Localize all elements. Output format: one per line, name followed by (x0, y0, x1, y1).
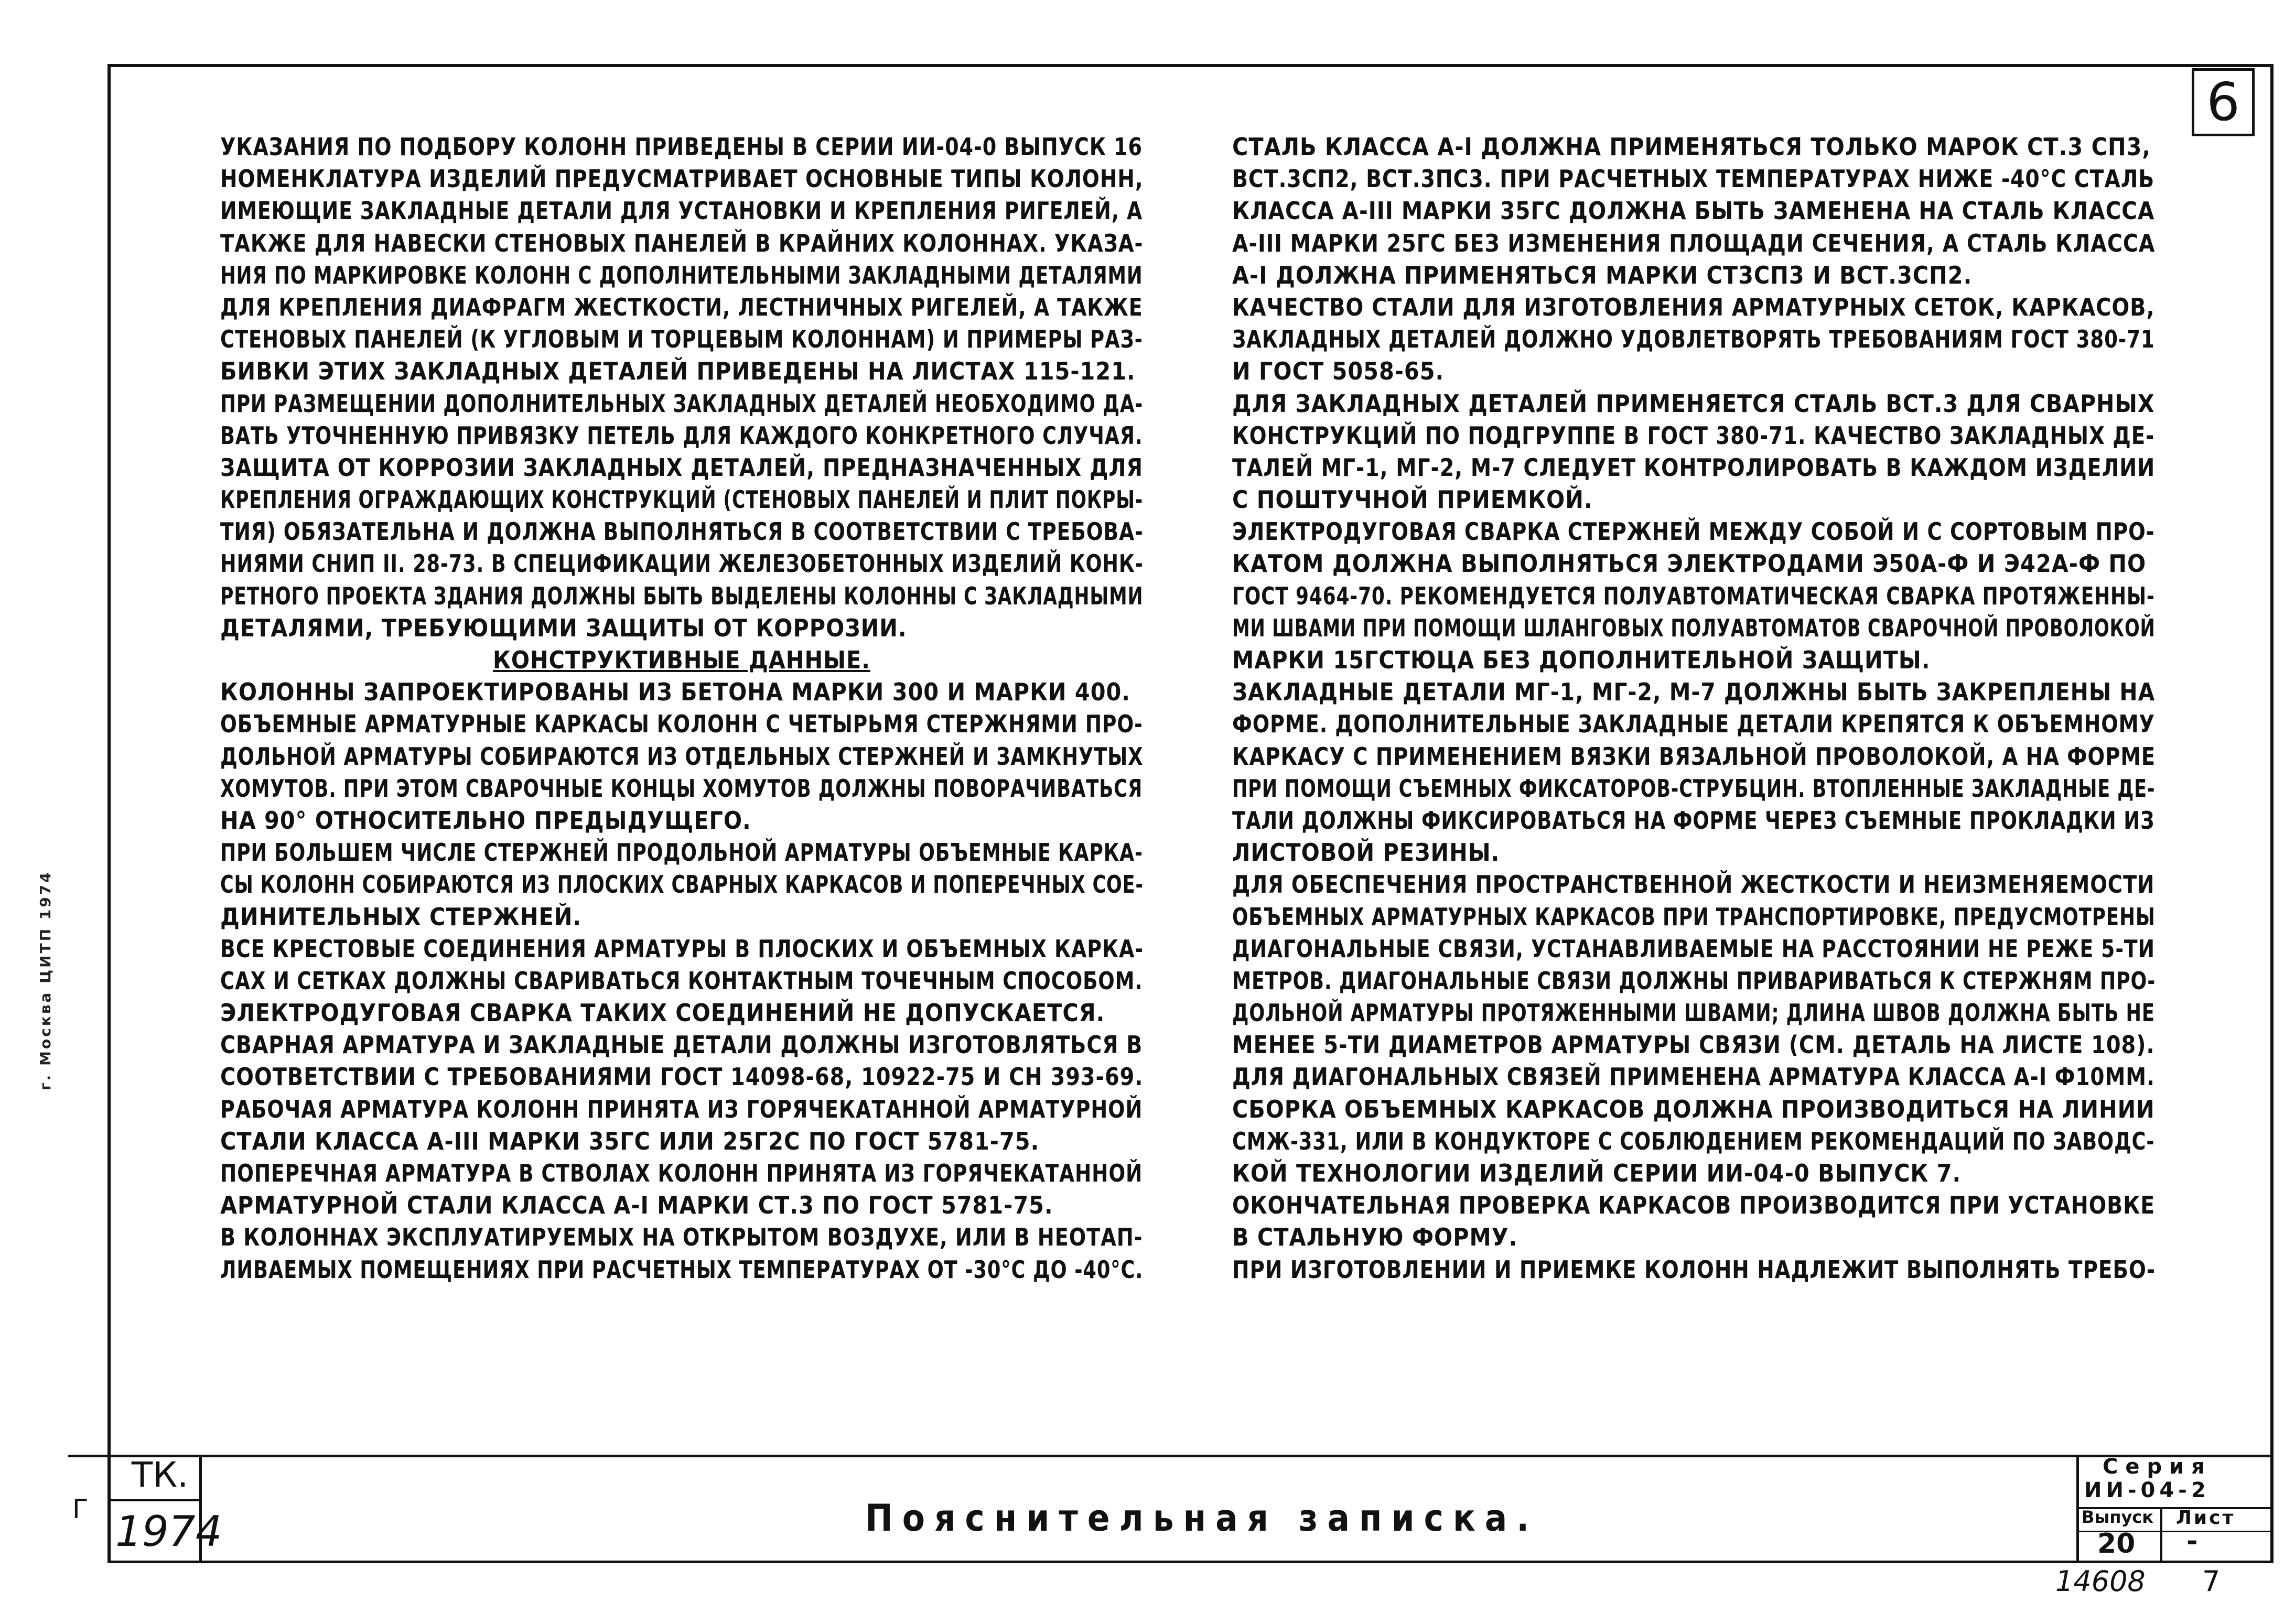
text-line: ХОМУТОВ. ПРИ ЭТОМ СВАРОЧНЫЕ КОНЦЫ ХОМУТОВ ДОЛЖНЫ ПОВОРАЧИВАТЬСЯ (220, 774, 1143, 803)
text-line: НИЯМИ СНИП II. 28-73. В СПЕЦИФИКАЦИИ ЖЕЛЕЗОБЕТОННЫХ ИЗДЕЛИЙ КОНК- (220, 549, 1144, 578)
text-line: ДОЛЬНОЙ АРМАТУРЫ ПРОТЯЖЕННЫМИ ШВАМИ; ДЛИНА ШВОВ ДОЛЖНА БЫТЬ НЕ (1232, 999, 2155, 1027)
issue-value: 20 (2097, 1528, 2136, 1560)
text-line: ВАТЬ УТОЧНЕННУЮ ПРИВЯЗКУ ПЕТЕЛЬ ДЛЯ КАЖДОГО КОНКРЕТНОГО СЛУЧАЯ. (220, 421, 1143, 450)
text-line: РЕТНОГО ПРОЕКТА ЗДАНИЯ ДОЛЖНЫ БЫТЬ ВЫДЕЛЕНЫ КОЛОННЫ С ЗАКЛАДНЫМИ (220, 581, 1144, 610)
text-line: ЗАЩИТА ОТ КОРРОЗИИ ЗАКЛАДНЫХ ДЕТАЛЕЙ, ПРЕДНАЗНАЧЕННЫХ ДЛЯ (220, 453, 1144, 482)
text-line: ОКОНЧАТЕЛЬНАЯ ПРОВЕРКА КАРКАСОВ ПРОИЗВОДИТСЯ ПРИ УСТАНОВКЕ (1232, 1191, 2156, 1220)
text-line: ПРИ БОЛЬШЕМ ЧИСЛЕ СТЕРЖНЕЙ ПРОДОЛЬНОЙ АРМАТУРЫ ОБЪЕМНЫЕ КАРКА- (220, 838, 1143, 867)
text-line: ФОРМЕ. ДОПОЛНИТЕЛЬНЫЕ ЗАКЛАДНЫЕ ДЕТАЛИ КРЕПЯТСЯ К ОБЪЕМНОМУ (1232, 710, 2155, 739)
text-line: СМЖ-331, ИЛИ В КОНДУКТОРЕ С СОБЛЮДЕНИЕМ РЕКОМЕНДАЦИЙ ПО ЗАВОДС- (1232, 1127, 2155, 1155)
text-line: ТИЯ) ОБЯЗАТЕЛЬНА И ДОЛЖНА ВЫПОЛНЯТЬСЯ В СООТВЕТСТВИИ С ТРЕБОВА- (220, 517, 1144, 546)
text-line: САХ И СЕТКАХ ДОЛЖНЫ СВАРИВАТЬСЯ КОНТАКТНЫМ ТОЧЕЧНЫМ СПОСОБОМ. (220, 966, 1143, 995)
series-value: ИИ-04-2 (2084, 1478, 2210, 1502)
text-line: КАЧЕСТВО СТАЛИ ДЛЯ ИЗГОТОВЛЕНИЯ АРМАТУРНЫХ СЕТОК, КАРКАСОВ, (1232, 293, 2155, 321)
text-line: МЕНЕЕ 5-ТИ ДИАМЕТРОВ АРМАТУРЫ СВЯЗИ (СМ. ДЕТАЛЬ НА ЛИСТЕ 108). (1232, 1031, 2155, 1059)
text-line: И ГОСТ 5058-65. (1232, 357, 1445, 386)
text-line: КОЙ ТЕХНОЛОГИИ ИЗДЕЛИЙ СЕРИИ ИИ-04-0 ВЫПУСК 7. (1232, 1159, 1962, 1187)
text-line: ДЛЯ ДИАГОНАЛЬНЫХ СВЯЗЕЙ ПРИМЕНЕНА АРМАТУРА КЛАССА А-I Ф10ММ. (1232, 1063, 2155, 1091)
text-line: ЭЛЕКТРОДУГОВАЯ СВАРКА СТЕРЖНЕЙ МЕЖДУ СОБОЙ И С СОРТОВЫМ ПРО- (1232, 517, 2155, 546)
text-line: ДИНИТЕЛЬНЫХ СТЕРЖНЕЙ. (220, 902, 582, 931)
text-line: КОНСТРУКТИВНЫЕ ДАННЫЕ. (493, 646, 870, 674)
text-line: ДИАГОНАЛЬНЫЕ СВЯЗИ, УСТАНАВЛИВАЕМЫЕ НА РАССТОЯНИИ НЕ РЕЖЕ 5-ТИ (1232, 934, 2155, 963)
text-line: ЛИСТОВОЙ РЕЗИНЫ. (1232, 838, 1500, 867)
text-line: СТАЛЬ КЛАССА А-I ДОЛЖНА ПРИМЕНЯТЬСЯ ТОЛЬКО МАРОК СТ.3 СП3, (1232, 133, 2151, 161)
text-line: КОЛОННЫ ЗАПРОЕКТИРОВАНЫ ИЗ БЕТОНА МАРКИ 300 И МАРКИ 400. (220, 678, 1131, 707)
text-line: А-III МАРКИ 25ГС БЕЗ ИЗМЕНЕНИЯ ПЛОЩАДИ СЕЧЕНИЯ, А СТАЛЬ КЛАССА (1232, 229, 2156, 257)
text-line: СБОРКА ОБЪЕМНЫХ КАРКАСОВ ДОЛЖНА ПРОИЗВОДИТЬСЯ НА ЛИНИИ (1232, 1095, 2155, 1123)
text-line: ПРИ РАЗМЕЩЕНИИ ДОПОЛНИТЕЛЬНЫХ ЗАКЛАДНЫХ ДЕТАЛЕЙ НЕОБХОДИМО ДА- (220, 389, 1144, 418)
text-line: ОБЪЕМНЫЕ АРМАТУРНЫЕ КАРКАСЫ КОЛОНН С ЧЕТЫРЬМЯ СТЕРЖНЯМИ ПРО- (220, 710, 1143, 739)
sheet-number: 6 (2192, 68, 2255, 136)
document-title: Пояснительная записка. (865, 1497, 1539, 1540)
text-line: БИВКИ ЭТИХ ЗАКЛАДНЫХ ДЕТАЛЕЙ ПРИВЕДЕНЫ НА ЛИСТАХ 115-121. (220, 357, 1136, 386)
series-label: Серия (2103, 1455, 2212, 1479)
issue-label: Выпуск (2082, 1507, 2153, 1527)
text-line: СЫ КОЛОНН СОБИРАЮТСЯ ИЗ ПЛОСКИХ СВАРНЫХ КАРКАСОВ И ПОПЕРЕЧНЫХ СОЕ- (220, 870, 1144, 899)
text-line: СООТВЕТСТВИИ С ТРЕБОВАНИЯМИ ГОСТ 14098-68, 10922-75 И СН 393-69. (220, 1063, 1144, 1091)
frame-right (2270, 64, 2274, 1563)
text-line: В КОЛОННАХ ЭКСПЛУАТИРУЕМЫХ НА ОТКРЫТОМ ВОЗДУХЕ, ИЛИ В НЕОТАП- (220, 1223, 1143, 1252)
text-line: ВСЕ КРЕСТОВЫЕ СОЕДИНЕНИЯ АРМАТУРЫ В ПЛОСКИХ И ОБЪЕМНЫХ КАРКА- (220, 934, 1144, 963)
text-line: ЗАКЛАДНЫХ ДЕТАЛЕЙ ДОЛЖНО УДОВЛЕТВОРЯТЬ ТРЕБОВАНИЯМ ГОСТ 380-71 (1232, 325, 2155, 354)
text-line: КАРКАСУ С ПРИМЕНЕНИЕМ ВЯЗКИ ВЯЗАЛЬНОЙ ПРОВОЛОКОЙ, А НА ФОРМЕ (1232, 742, 2156, 771)
title-year: 1974 (115, 1507, 222, 1556)
text-line: ВСТ.3СП2, ВСТ.3ПС3. ПРИ РАСЧЕТНЫХ ТЕМПЕРАТУРАХ НИЖЕ -40°С СТАЛЬ (1232, 165, 2155, 193)
text-line: КРЕПЛЕНИЯ ОГРАЖДАЮЩИХ КОНСТРУКЦИЙ (СТЕНОВЫХ ПАНЕЛЕЙ И ПЛИТ ПОКРЫ- (220, 485, 1144, 514)
frame-top (107, 64, 2273, 67)
text-line: МАРКИ 15ГСТЮЦА БЕЗ ДОПОЛНИТЕЛЬНОЙ ЗАЩИТЫ. (1232, 646, 1931, 674)
sheet-value: - (2186, 1525, 2198, 1557)
text-line: ДОЛЬНОЙ АРМАТУРЫ СОБИРАЮТСЯ ИЗ ОТДЕЛЬНЫХ СТЕРЖНЕЙ И ЗАМКНУТЫХ (220, 742, 1144, 771)
text-line: В СТАЛЬНУЮ ФОРМУ. (1232, 1223, 1518, 1252)
corner-mark: Г (72, 1494, 89, 1524)
text-line: УКАЗАНИЯ ПО ПОДБОРУ КОЛОНН ПРИВЕДЕНЫ В СЕРИИ ИИ-04-0 ВЫПУСК 16 (220, 133, 1143, 161)
text-line: МЕТРОВ. ДИАГОНАЛЬНЫЕ СВЯЗИ ДОЛЖНЫ ПРИВАРИВАТЬСЯ К СТЕРЖНЯМ ПРО- (1232, 966, 2156, 995)
text-line: НА 90° ОТНОСИТЕЛЬНО ПРЕДЫДУЩЕГО. (220, 806, 751, 835)
text-line: ДЛЯ КРЕПЛЕНИЯ ДИАФРАГМ ЖЕСТКОСТИ, ЛЕСТНИЧНЫХ РИГЕЛЕЙ, А ТАКЖЕ (220, 293, 1143, 321)
text-line: ПОПЕРЕЧНАЯ АРМАТУРА В СТВОЛАХ КОЛОНН ПРИНЯТА ИЗ ГОРЯЧЕКАТАННОЙ (220, 1159, 1143, 1187)
text-line: ДЛЯ ЗАКЛАДНЫХ ДЕТАЛЕЙ ПРИМЕНЯЕТСЯ СТАЛЬ ВСТ.3 ДЛЯ СВАРНЫХ (1232, 389, 2155, 418)
text-line: СТЕНОВЫХ ПАНЕЛЕЙ (К УГЛОВЫМ И ТОРЦЕВЫМ КОЛОННАМ) И ПРИМЕРЫ РАЗ- (220, 325, 1143, 354)
left-column (220, 131, 1143, 1286)
page-number: 7 (2202, 1565, 2221, 1598)
frame-left (107, 64, 111, 1563)
text-line: РАБОЧАЯ АРМАТУРА КОЛОНН ПРИНЯТА ИЗ ГОРЯЧЕКАТАННОЙ АРМАТУРНОЙ (220, 1095, 1143, 1123)
text-line: СТАЛИ КЛАССА А-III МАРКИ 35ГС ИЛИ 25Г2С ПО ГОСТ 5781-75. (220, 1127, 1040, 1155)
text-line: ЗАКЛАДНЫЕ ДЕТАЛИ МГ-1, МГ-2, М-7 ДОЛЖНЫ БЫТЬ ЗАКРЕПЛЕНЫ НА (1232, 678, 2156, 707)
text-line: А-I ДОЛЖНА ПРИМЕНЯТЬСЯ МАРКИ СТ3СП3 И ВСТ.3СП2. (1232, 261, 1973, 289)
text-line: ПРИ ПОМОЩИ СЪЕМНЫХ ФИКСАТОРОВ-СТРУБЦИН. ВТОПЛЕННЫЕ ЗАКЛАДНЫЕ ДЕ- (1232, 774, 2156, 803)
text-line: СВАРНАЯ АРМАТУРА И ЗАКЛАДНЫЕ ДЕТАЛИ ДОЛЖНЫ ИЗГОТОВЛЯТЬСЯ В (220, 1031, 1143, 1059)
text-line: ОБЪЕМНЫХ АРМАТУРНЫХ КАРКАСОВ ПРИ ТРАНСПОРТИРОВКЕ, ПРЕДУСМОТРЕНЫ (1232, 902, 2156, 931)
text-line: МИ ШВАМИ ПРИ ПОМОЩИ ШЛАНГОВЫХ ПОЛУАВТОМАТОВ СВАРОЧНОЙ ПРОВОЛОКОЙ (1232, 613, 2156, 642)
side-stamp: г. Москва ЦИТП 1974 (37, 870, 54, 1090)
text-line: ПРИ ИЗГОТОВЛЕНИИ И ПРИЕМКЕ КОЛОНН НАДЛЕЖИТ ВЫПОЛНЯТЬ ТРЕБО- (1232, 1255, 2156, 1284)
text-line: КОНСТРУКЦИЙ ПО ПОДГРУППЕ В ГОСТ 380-71. КАЧЕСТВО ЗАКЛАДНЫХ ДЕ- (1232, 421, 2155, 450)
text-line: НОМЕНКЛАТУРА ИЗДЕЛИЙ ПРЕДУСМАТРИВАЕТ ОСНОВНЫЕ ТИПЫ КОЛОНН, (220, 165, 1144, 193)
text-line: ТАЛИ ДОЛЖНЫ ФИКСИРОВАТЬСЯ НА ФОРМЕ ЧЕРЕЗ СЪЕМНЫЕ ПРОКЛАДКИ ИЗ (1232, 806, 2155, 835)
right-column (1232, 131, 2155, 1286)
sheet-label: Лист (2176, 1507, 2236, 1529)
text-line: С ПОШТУЧНОЙ ПРИЕМКОЙ. (1232, 485, 1593, 514)
text-line: ЭЛЕКТРОДУГОВАЯ СВАРКА ТАКИХ СОЕДИНЕНИЙ НЕ ДОПУСКАЕТСЯ. (220, 999, 1105, 1027)
text-line: ГОСТ 9464-70. РЕКОМЕНДУЕТСЯ ПОЛУАВТОМАТИЧЕСКАЯ СВАРКА ПРОТЯЖЕННЫ- (1232, 581, 2155, 610)
text-line: НИЯ ПО МАРКИРОВКЕ КОЛОНН С ДОПОЛНИТЕЛЬНЫМИ ЗАКЛАДНЫМИ ДЕТАЛЯМИ (220, 261, 1143, 289)
text-line: АРМАТУРНОЙ СТАЛИ КЛАССА А-I МАРКИ СТ.3 ПО ГОСТ 5781-75. (220, 1191, 1053, 1220)
text-line: ДЛЯ ОБЕСПЕЧЕНИЯ ПРОСТРАНСТВЕННОЙ ЖЕСТКОСТИ И НЕИЗМЕНЯЕМОСТИ (1232, 870, 2155, 899)
inventory-number: 14608 (2055, 1565, 2146, 1598)
text-line: ТАКЖЕ ДЛЯ НАВЕСКИ СТЕНОВЫХ ПАНЕЛЕЙ В КРАЙНИХ КОЛОННАХ. УКАЗА- (220, 229, 1144, 257)
title-tk: ТК. (131, 1455, 189, 1495)
text-line: ЛИВАЕМЫХ ПОМЕЩЕНИЯХ ПРИ РАСЧЕТНЫХ ТЕМПЕРАТУРАХ ОТ -30°С ДО -40°С. (220, 1255, 1144, 1284)
text-line: ИМЕЮЩИЕ ЗАКЛАДНЫЕ ДЕТАЛИ ДЛЯ УСТАНОВКИ И КРЕПЛЕНИЯ РИГЕЛЕЙ, А (220, 197, 1143, 225)
text-line: КАТОМ ДОЛЖНА ВЫПОЛНЯТЬСЯ ЭЛЕКТРОДАМИ Э50А-Ф И Э42А-Ф ПО (1232, 549, 2147, 578)
title-block (110, 1455, 2271, 1562)
text-line: КЛАССА А-III МАРКИ 35ГС ДОЛЖНА БЫТЬ ЗАМЕНЕНА НА СТАЛЬ КЛАССА (1232, 197, 2155, 225)
text-line: ДЕТАЛЯМИ, ТРЕБУЮЩИМИ ЗАЩИТЫ ОТ КОРРОЗИИ. (220, 613, 907, 642)
text-line: ТАЛЕЙ МГ-1, МГ-2, М-7 СЛЕДУЕТ КОНТРОЛИРОВАТЬ В КАЖДОМ ИЗДЕЛИИ (1232, 453, 2156, 482)
